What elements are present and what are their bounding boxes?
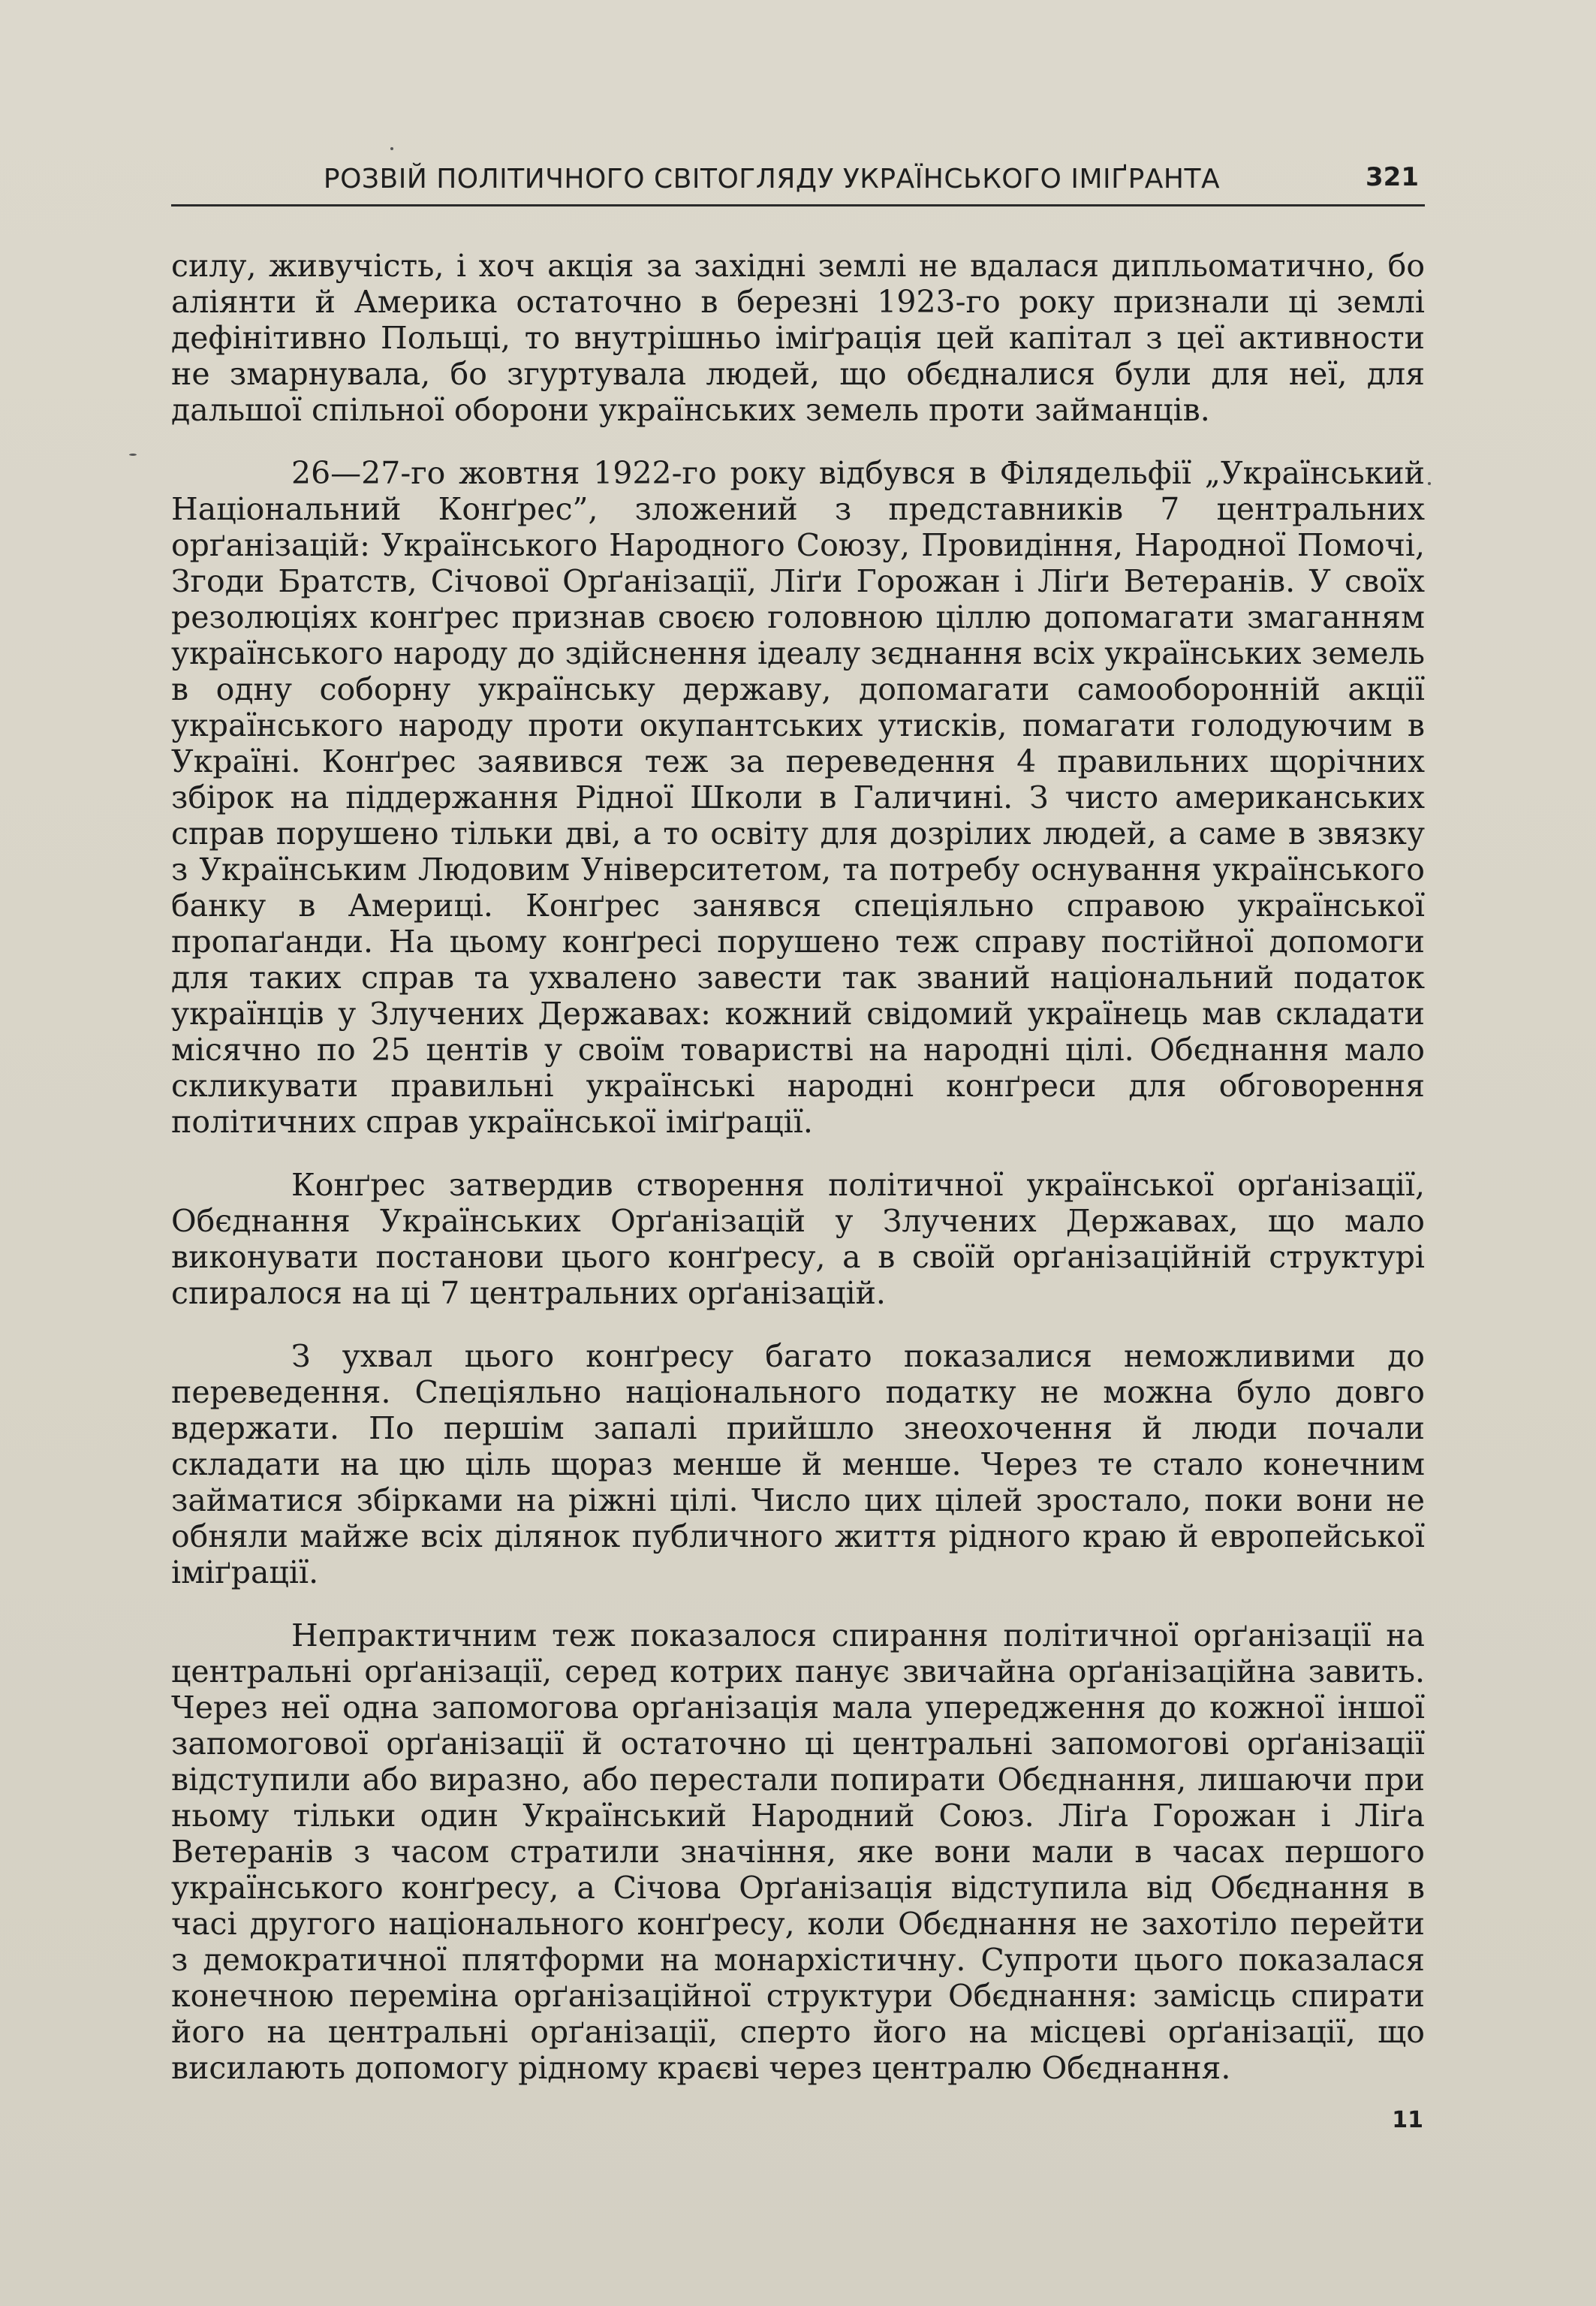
header-rule [171, 204, 1425, 206]
paper-speck [390, 147, 393, 150]
signature-mark: 11 [1392, 2107, 1423, 2133]
page-number: 321 [1366, 162, 1419, 192]
paper-speck [1428, 482, 1431, 485]
paragraph-4: З ухвал цього конґресу багато показалися неможливими до переведення. Спеціяльно національного податку не можна було довго вдержати. По першім запалі прийшло знеохочення й люди почали складати на цю ціль щораз менше й менше. Через те стало конечним займатися збірками на ріжні цілі. Число цих цілей зростало, поки вони не обняли майже всіх ділянок публичного життя рідного краю й европейської іміґрації. [171, 1338, 1425, 1590]
paragraph-3: Конґрес затвердив створення політичної української орґанізації, Обєднання Українських Орґанізацій у Злучених Державах, що мало виконувати постанови цього конґресу, а в своїй орґанізаційній структурі спиралося на ці 7 центральних орґанізацій. [171, 1167, 1425, 1311]
paragraph-5: Непрактичним теж показалося спирання політичної орґанізації на центральні орґанізації, серед котрих панує звичайна орґанізаційна завить. Через неї одна запомогова орґанізація мала упередження до кожної іншої запомогової орґанізації й остаточно ці центральні запомогові орґанізації відступили або виразно, або перестали попирати Обєднання, лишаючи при ньому тільки один Український Народний Союз. Ліґа Горожан і Ліґа Ветеранів з часом стратили значіння, яке вони мали в часах першого українського конґресу, а Січова Орґанізація відступила від Обєднання в часі другого національного конґресу, коли Обєднання не захотіло перейти з демократичної плятформи на монархістичну. Супроти цього показалася конечною переміна орґанізаційної структури Обєднання: замісць спирати його на центральні орґанізації, сперто його на місцеві орґанізації, що висилають допомогу рідному краєві через централю Обєднання. [171, 1617, 1425, 2086]
paper-speck [129, 454, 137, 456]
running-header [171, 158, 1425, 203]
running-title: РОЗВІЙ ПОЛІТИЧНОГО СВІТОГЛЯДУ УКРАЇНСЬКОГО ІМІҐРАНТА [323, 164, 1221, 194]
paragraph-1: силу, живучість, і хоч акція за західні землі не вдалася дипльоматично, бо аліянти й Америка остаточно в березні 1923-го року признали ці землі дефінітивно Польщі, то внутрішньо іміґрація цей капітал з цеї активности не змарнувала, бо згуртувала людей, що обєдналися були для неї, для дальшої спільної оборони українських земель проти займанців. [171, 248, 1425, 428]
paragraph-2: 26—27-го жовтня 1922-го року відбувся в Філядельфії „Український Національний Конґрес”, зложений з представників 7 центральних орґанізацій: Українського Народного Союзу, Провидіння, Народної Помочі, Згоди Братств, Січової Орґанізації, Ліґи Горожан і Ліґи Ветеранів. У своїх резолюціях конґрес признав своєю головною ціллю допомагати змаганням українського народу до здійснення ідеалу зєднання всіх українських земель в одну соборну українську державу, допомагати самооборонній акції українського народу проти окупантських утисків, помагати голодуючим в Україні. Конґрес заявився теж за переведення 4 правильних щорічних збірок на піддержання Рідної Школи в Галичині. З чисто американських справ порушено тільки дві, а то освіту для дозрілих людей, а саме в звязку з Українським Людовим Університетом, та потребу оснування українського банку в Америці. Конґрес занявся спеціяльно справою української пропаґанди. На цьому конґресі порушено теж справу постійної допомоги для таких справ та ухвалено завести так званий національний податок українців у Злучених Державах: кожний свідомий українець мав складати місячно по 25 центів у своїм товаристві на народні цілі. Обєднання мало скликувати правильні українські народні конґреси для обговорення політичних справ української іміґрації. [171, 455, 1425, 1140]
body-text [171, 248, 1425, 2113]
